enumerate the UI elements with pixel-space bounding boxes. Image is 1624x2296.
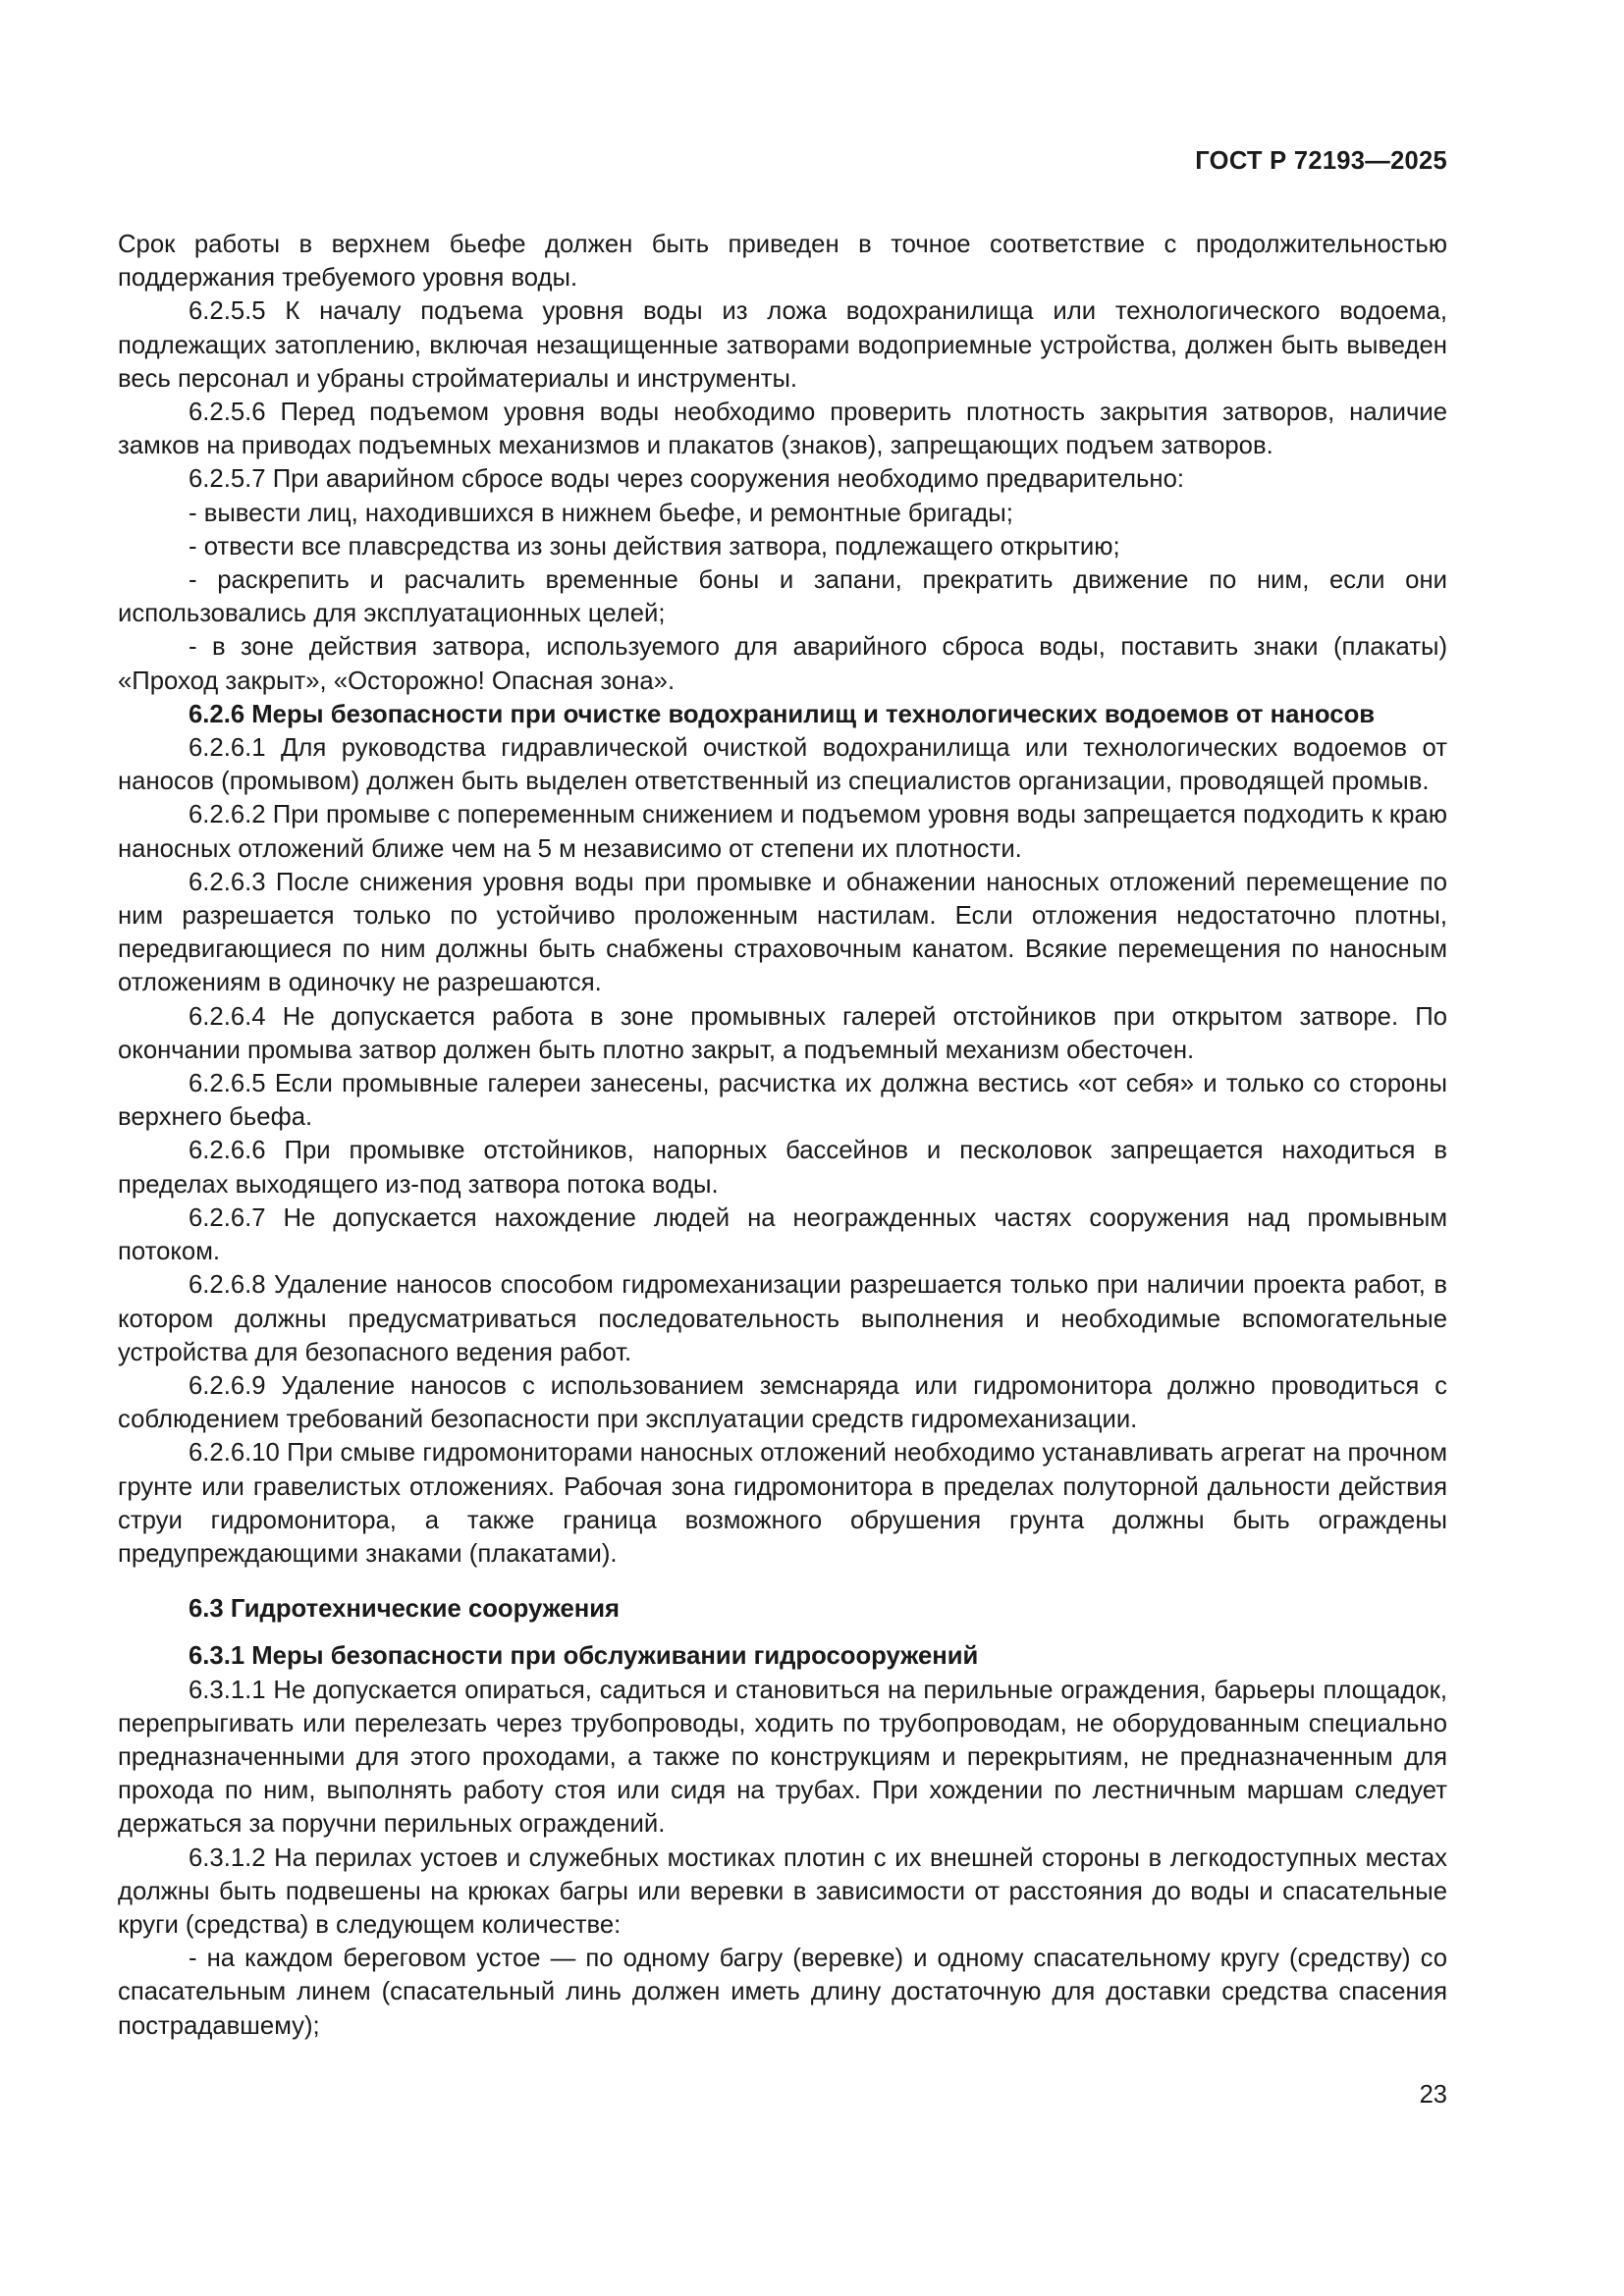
paragraph-6-2-6-3: 6.2.6.3 После снижения уровня воды при промывке и обнажении наносных отложений перемещение по ним разрешается только по устойчиво проложенным настилам. Если отложения недостаточно плотны, передвигающиеся по ним должны быть снабжены страховочным канатом. Всякие перемещения по наносным отложениям в одиночку не разрешаются.: [118, 868, 1447, 997]
paragraph-6-3-1-1: 6.3.1.1 Не допускается опираться, садиться и становиться на перильные ограждения, барьеры площадок, перепрыгивать или перелезать через трубопроводы, ходить по трубопроводам, не оборудованным специально предназначенными для этого проходами, а также по конструкциям и перекрытиям, не предназначенным для прохода по ним, выполнять работу стоя или сидя на трубах. При хождении по лестничным маршам следует держаться за поручни перильных ограждений.: [118, 1676, 1447, 1839]
list-item: - раскрепить и расчалить временные боны и запани, прекратить движение по ним, если они использовались для эксплуатационных целей;: [118, 566, 1447, 628]
paragraph-6-2-6-5: 6.2.6.5 Если промывные галереи занесены, расчистка их должна вестись «от себя» и только со стороны верхнего бьефа.: [118, 1070, 1447, 1132]
paragraph-6-2-6-6: 6.2.6.6 При промывке отстойников, напорных бассейнов и песколовок запрещается находиться в пределах выходящего из-под затвора потока воды.: [118, 1137, 1447, 1199]
paragraph-6-2-6-9: 6.2.6.9 Удаление наносов с использованием земснаряда или гидромонитора должно проводиться с соблюдением требований безопасности при эксплуатации средств гидромеханизации.: [118, 1371, 1447, 1434]
list-item: - в зоне действия затвора, используемого для аварийного сброса воды, поставить знаки (плакаты) «Проход закрыт», «Осторожно! Опасная зона».: [118, 633, 1447, 695]
section-heading-6-3-1: 6.3.1 Меры безопасности при обслуживании гидросооружений: [189, 1642, 979, 1671]
paragraph-6-2-6-7: 6.2.6.7 Не допускается нахождение людей на неогражденных частях сооружения над промывным потоком.: [118, 1203, 1447, 1266]
list-item: - вывести лиц, находившихся в нижнем бьефе, и ремонтные бригады;: [189, 499, 1013, 527]
paragraph-6-2-5-7: 6.2.5.7 При аварийном сбросе воды через сооружения необходимо предварительно:: [189, 465, 1185, 494]
section-heading-6-2-6: 6.2.6 Меры безопасности при очистке водохранилищ и технологических водоемов от наносов: [189, 700, 1376, 728]
page-number: 23: [1419, 2081, 1447, 2109]
paragraph-6-2-6-10: 6.2.6.10 При смыве гидромониторами наносных отложений необходимо устанавливать агрегат на прочном грунте или гравелистых отложениях. Рабочая зона гидромонитора в пределах полуторной дальности действия струи гидромонитора, а также граница возможного обрушения грунта должны быть ограждены предупреждающими знаками (плакатами).: [118, 1439, 1447, 1568]
paragraph-6-2-6-4: 6.2.6.4 Не допускается работа в зоне промывных галерей отстойников при открытом затворе. По окончании промыва затвор должен быть плотно закрыт, а подъемный механизм обесточен.: [118, 1002, 1447, 1064]
section-heading-6-3: 6.3 Гидротехнические сооружения: [189, 1595, 621, 1624]
paragraph-6-2-5-6: 6.2.5.6 Перед подъемом уровня воды необходимо проверить плотность закрытия затворов, наличие замков на приводах подъемных механизмов и плакатов (знаков), запрещающих подъем затворов.: [118, 399, 1447, 460]
document-code-header: ГОСТ Р 72193—2025: [1195, 147, 1447, 175]
paragraph-6-2-6-1: 6.2.6.1 Для руководства гидравлической очисткой водохранилища или технологических водоемов от наносов (промывом) должен быть выделен ответственный из специалистов организации, проводящей промыв.: [118, 734, 1447, 796]
paragraph-6-2-6-2: 6.2.6.2 При промыве с попеременным снижением и подъемом уровня воды запрещается подходить к краю наносных отложений ближе чем на 5 м независимо от степени их плотности.: [118, 801, 1447, 863]
list-item: - на каждом береговом устое — по одному багру (веревке) и одному спасательному кругу (средству) со спасательным линем (спасательный линь должен иметь длину достаточную для доставки средства спасения пострадавшему);: [118, 1945, 1447, 2040]
page-body: [118, 228, 1447, 2043]
paragraph-continuation: Срок работы в верхнем бьефе должен быть приведен в точное соответствие с продолжительностью поддержания требуемого уровня воды.: [118, 231, 1447, 293]
paragraph-6-2-5-5: 6.2.5.5 К началу подъема уровня воды из ложа водохранилища или технологического водоема, подлежащих затоплению, включая незащищенные затворами водоприемные устройства, должен быть выведен весь персонал и убраны стройматериалы и инструменты.: [118, 297, 1447, 393]
list-item: - отвести все плавсредства из зоны действия затвора, подлежащего открытию;: [189, 532, 1120, 561]
paragraph-6-2-6-8: 6.2.6.8 Удаление наносов способом гидромеханизации разрешается только при наличии проекта работ, в котором должны предусматриваться последовательность выполнения и необходимые вспомогательные устройства для безопасного ведения работ.: [118, 1271, 1447, 1366]
paragraph-6-3-1-2: 6.3.1.2 На перилах устоев и служебных мостиках плотин с их внешней стороны в легкодоступных местах должны быть подвешены на крюках багры или веревки в зависимости от расстояния до воды и спасательные круги (средства) в следующем количестве:: [118, 1843, 1447, 1939]
